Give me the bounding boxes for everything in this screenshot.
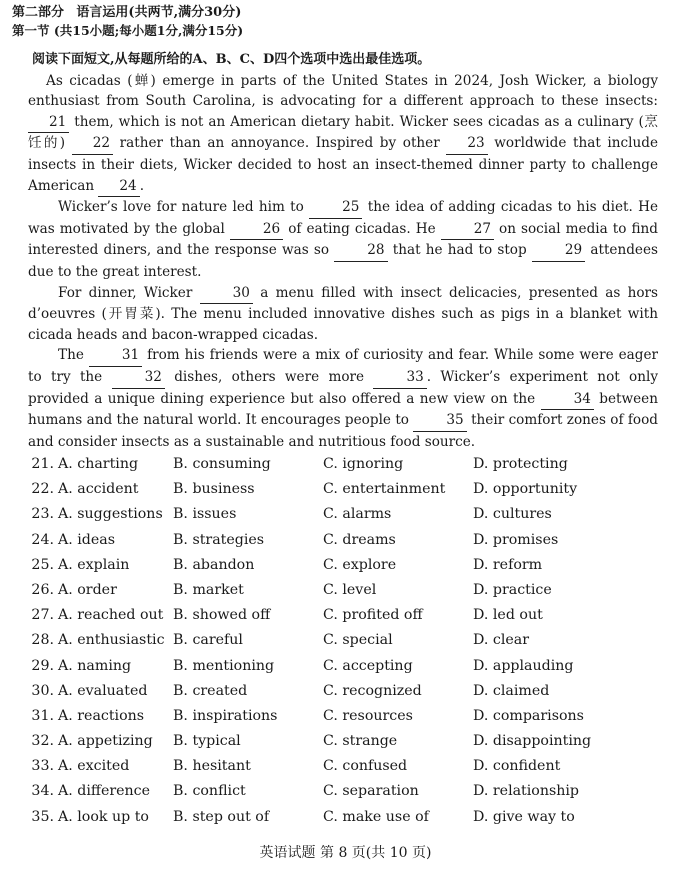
option-c[interactable]: C. separation: [323, 783, 419, 800]
question-number: 27.: [31, 607, 54, 624]
paragraph-4: [28, 345, 658, 452]
text: The: [58, 347, 84, 364]
option-d[interactable]: D. disappointing: [473, 733, 592, 750]
blank-22[interactable]: 22: [72, 133, 113, 155]
blank-33[interactable]: 33: [373, 367, 426, 389]
option-c[interactable]: C. dreams: [323, 531, 396, 548]
option-b[interactable]: B. typical: [173, 733, 241, 750]
option-c[interactable]: C. ignoring: [323, 456, 404, 472]
option-a[interactable]: A. suggestions: [58, 506, 163, 523]
text: of eating cicadas. He: [288, 220, 436, 237]
paragraph-3: [28, 283, 658, 346]
option-c[interactable]: C. explore: [323, 556, 397, 573]
blank-31[interactable]: 31: [89, 345, 142, 367]
text: the idea of adding cicadas to his diet. He was motivated by the global: [28, 199, 658, 237]
question-number: 29.: [31, 657, 54, 674]
option-row: [22, 452, 662, 477]
option-row: [22, 628, 662, 653]
blank-26[interactable]: 26: [230, 219, 283, 241]
text: that he had to stop: [392, 242, 527, 259]
option-a[interactable]: A. explain: [58, 556, 130, 573]
option-row: [22, 578, 662, 603]
text: . Wicker’s experiment not only provided a unique dining experience but also offered a new view on the: [28, 368, 659, 407]
option-d[interactable]: D. claimed: [473, 682, 550, 699]
option-a[interactable]: A. excited: [58, 758, 130, 775]
option-c[interactable]: C. profited off: [323, 607, 423, 624]
option-d[interactable]: D. comparisons: [473, 707, 584, 724]
question-number: 35.: [31, 808, 54, 825]
option-b[interactable]: B. showed off: [173, 607, 271, 624]
option-b[interactable]: B. mentioning: [173, 657, 275, 674]
option-d[interactable]: D. cultures: [473, 506, 552, 523]
option-c[interactable]: C. resources: [323, 707, 413, 724]
page-footer: 英语试题 第 8 页(共 10 页): [259, 845, 432, 861]
option-d[interactable]: D. give way to: [473, 808, 575, 825]
option-a[interactable]: A. accident: [58, 481, 139, 498]
option-c[interactable]: C. alarms: [323, 506, 392, 523]
option-a[interactable]: A. naming: [58, 657, 132, 674]
passage: [28, 50, 658, 452]
option-b[interactable]: B. business: [173, 481, 255, 498]
text: them, which is not an American dietary habit. Wicker sees cicadas as a culinary (烹饪的): [28, 113, 658, 152]
option-b[interactable]: B. strategies: [173, 531, 265, 548]
blank-27[interactable]: 27: [441, 219, 494, 241]
answer-options: [22, 452, 662, 830]
option-d[interactable]: D. applauding: [473, 657, 574, 674]
question-number: 28.: [31, 632, 54, 649]
option-a[interactable]: A. look up to: [58, 808, 149, 825]
option-a[interactable]: A. reached out: [58, 607, 164, 624]
option-row: [22, 679, 662, 704]
text: attendees due to the great interest.: [28, 242, 658, 280]
option-c[interactable]: C. recognized: [323, 682, 422, 699]
option-d[interactable]: D. relationship: [473, 783, 580, 800]
option-c[interactable]: C. accepting: [323, 657, 413, 674]
question-number: 30.: [31, 682, 54, 699]
question-number: 24.: [31, 531, 54, 548]
option-c[interactable]: C. special: [323, 632, 393, 649]
question-number: 32.: [31, 733, 54, 750]
option-row: [22, 528, 662, 553]
text: Wicker’s love for nature led him to: [58, 199, 304, 216]
text: rather than an annoyance. Inspired by other: [119, 135, 440, 152]
option-a[interactable]: A. evaluated: [58, 682, 148, 699]
option-b[interactable]: B. step out of: [173, 808, 270, 825]
option-d[interactable]: D. opportunity: [473, 481, 578, 498]
option-b[interactable]: B. market: [173, 581, 244, 598]
option-row: [22, 729, 662, 754]
blank-30[interactable]: 30: [200, 283, 253, 305]
option-b[interactable]: B. careful: [173, 632, 243, 649]
option-row: [22, 805, 662, 830]
blank-23[interactable]: 23: [446, 133, 487, 155]
question-number: 31.: [31, 707, 54, 724]
option-row: [22, 704, 662, 729]
paragraph-1: [28, 71, 658, 198]
question-number: 34.: [31, 783, 54, 800]
option-d[interactable]: D. clear: [473, 632, 530, 649]
option-c[interactable]: C. confused: [323, 758, 408, 775]
option-b[interactable]: B. consuming: [173, 456, 271, 472]
option-row: [22, 502, 662, 527]
question-number: 21.: [31, 456, 54, 472]
section-header: [12, 4, 682, 40]
option-d[interactable]: D. confident: [473, 758, 561, 775]
section-title-line: [12, 4, 682, 22]
text: For dinner, Wicker: [58, 284, 193, 301]
text: .: [139, 177, 145, 194]
option-row: [22, 754, 662, 779]
blank-34[interactable]: 34: [541, 389, 594, 411]
part-title: 语言运用(共两节,满分30分): [76, 5, 242, 20]
blank-29[interactable]: 29: [532, 240, 585, 262]
option-row: [22, 553, 662, 578]
text: on social media to find interested diners, and the response was so: [28, 220, 658, 259]
blank-21[interactable]: 21: [28, 112, 69, 134]
text: worldwide that include insects in their diets, Wicker decided to host an insect-themed dinner party to challenge American: [28, 135, 658, 194]
option-b[interactable]: B. conflict: [173, 783, 246, 800]
text: As cicadas (蝉) emerge in parts of the United States in 2024, Josh Wicker, a biology enthusiast from South Carolina, is advocating for a different approach to these insects:: [28, 72, 658, 110]
paragraph-2: [28, 197, 658, 282]
option-b[interactable]: B. issues: [173, 506, 237, 523]
question-number: 23.: [31, 506, 54, 523]
option-b[interactable]: B. created: [173, 682, 248, 699]
question-number: 22.: [31, 481, 54, 498]
option-row: [22, 779, 662, 804]
option-d[interactable]: D. promises: [473, 531, 559, 548]
text: their comfort zones of food and consider insects as a sustainable and nutritious food source.: [28, 412, 659, 450]
option-row: [22, 477, 662, 502]
blank-25[interactable]: 25: [309, 197, 362, 219]
option-a[interactable]: A. charting: [58, 456, 139, 472]
text: a menu filled with insect delicacies, presented as hors d’oeuvres (开胃菜). The menu included innovative dishes such as pigs in a blanket with cicada heads and bacon-wrapped cicadas.: [28, 284, 659, 343]
option-c[interactable]: C. strange: [323, 733, 398, 750]
text: between humans and the natural world. It encourages people to: [28, 390, 658, 429]
option-c[interactable]: C. entertainment: [323, 481, 446, 498]
blank-28[interactable]: 28: [334, 240, 387, 262]
option-a[interactable]: A. reactions: [58, 707, 145, 724]
option-a[interactable]: A. appetizing: [58, 733, 153, 750]
subsection-title: 第一节 (共15小题;每小题1分,满分15分): [12, 23, 244, 38]
option-d[interactable]: D. protecting: [473, 456, 568, 472]
option-row: [22, 654, 662, 679]
question-number: 25.: [31, 556, 54, 573]
option-d[interactable]: D. reform: [473, 556, 543, 573]
question-number: 33.: [31, 758, 54, 775]
option-c[interactable]: C. make use of: [323, 808, 429, 825]
option-row: [22, 603, 662, 628]
blank-35[interactable]: 35: [413, 410, 466, 432]
option-b[interactable]: B. hesitant: [173, 758, 251, 775]
option-b[interactable]: B. inspirations: [173, 707, 278, 724]
text: dishes, others were more: [174, 368, 365, 385]
section-label: 第二部分: [12, 5, 65, 20]
blank-24[interactable]: 24: [98, 176, 139, 198]
option-a[interactable]: A. order: [58, 581, 117, 598]
option-d[interactable]: D. practice: [473, 581, 552, 598]
option-a[interactable]: A. ideas: [58, 531, 116, 548]
blank-32[interactable]: 32: [112, 367, 165, 389]
text: from his friends were a mix of curiosity and fear. While some were eager to try the: [28, 347, 658, 385]
option-c[interactable]: C. level: [323, 581, 377, 598]
option-a[interactable]: A. enthusiastic: [58, 632, 165, 649]
instruction: 阅读下面短文,从每题所给的A、B、C、D四个选项中选出最佳选项。: [32, 52, 431, 67]
option-b[interactable]: B. abandon: [173, 556, 255, 573]
option-a[interactable]: A. difference: [58, 783, 151, 800]
option-d[interactable]: D. led out: [473, 607, 543, 624]
question-number: 26.: [31, 581, 54, 598]
